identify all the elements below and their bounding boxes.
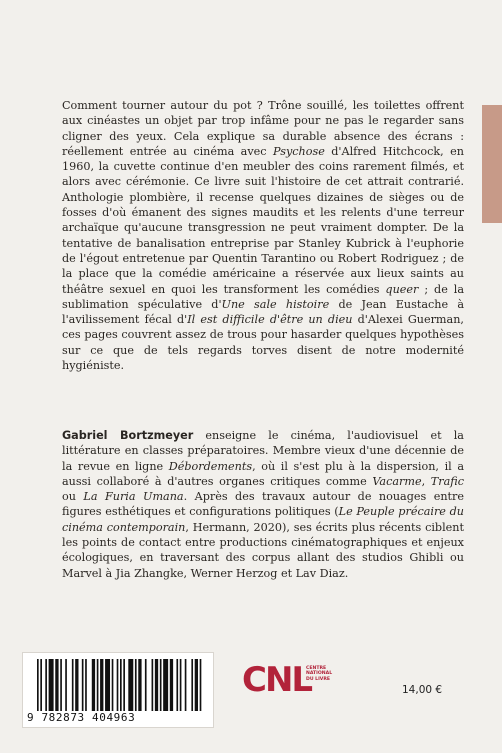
bio-part: , Hermann, 2020), ses écrits plus récents ciblent les points de contact entre productions cinématographiques et enjeux écologiques, en traversant des corpus allant des studios Ghibli ou Marvel à Jia Zhangke, Werner Herzog et Lav Diaz.	[62, 520, 464, 580]
bio-separator: ,	[421, 474, 431, 488]
bio-part: . Après des travaux autour de nouages entre figures esthétiques et configurations politiques (	[62, 490, 465, 519]
barcode-bar	[97, 659, 99, 711]
publication-title: La Furia Umana	[83, 490, 184, 504]
blurb-part: ; de la sublimation spéculative d'	[62, 282, 464, 311]
barcode-bar	[40, 659, 42, 711]
barcode	[22, 652, 214, 728]
barcode-bar	[45, 659, 47, 711]
isbn-number: 9 782873 404963	[27, 711, 136, 724]
barcode-bar	[138, 659, 141, 711]
book-title: Le Peuple précaire du cinéma contemporain	[62, 505, 464, 534]
bio-separator: ou	[62, 490, 84, 504]
barcode-bar	[200, 659, 202, 711]
barcode-bar	[100, 659, 103, 711]
barcode-bar	[75, 659, 78, 711]
barcode-bar	[55, 659, 58, 711]
barcode-bar	[163, 659, 168, 711]
cnl-logo-subtitle	[306, 666, 332, 682]
cnl-logo-text: CNL	[242, 660, 312, 700]
barcode-bar	[145, 659, 147, 711]
blurb-part: Comment tourner autour du pot ? Trône souillé, les toilettes offrent aux cinéastes un objet par trop infâme pour ne pas le regarder sans cligner des yeux. Cela explique sa durable absence des écrans : réellement entrée au cinéma avec	[62, 99, 464, 158]
barcode-bar	[191, 659, 193, 711]
barcode-bar	[123, 659, 125, 711]
price: 14,00 €	[402, 684, 443, 696]
blurb-text	[62, 98, 464, 373]
barcode-bar	[195, 659, 198, 711]
barcode-bar	[135, 659, 137, 711]
barcode-bar	[176, 659, 178, 711]
barcode-bar	[160, 659, 162, 711]
barcode-bar	[112, 659, 114, 711]
barcode-bar	[185, 659, 187, 711]
blurb-part: d'Alfred Hitchcock, en 1960, la cuvette continue d'en meubler des coins rarement filmés, et alors avec cérémonie. Ce livre suit l'histoire de cet attrait contrarié. Anthologie plombière, il recense quelques dizaines de sièges ou de fosses d'où émanent des signes maudits et les relents d'une terreur archaïque qu'aucune transgression ne peut vraiment dompter. De la tentative de banalisation entreprise par Stanley Kubrick à l'euphorie de l'égout entretenue par Quentin Tarantino ou Robert Rodriguez ; de la place que la comédie américaine a réservée aux lieux saints au théâtre sexuel en quoi les transforment les comédies	[62, 144, 464, 296]
cnl-logo	[242, 660, 338, 710]
barcode-bar	[117, 659, 119, 711]
barcode-bar	[82, 659, 84, 711]
publication-title: Vacarme	[372, 474, 422, 488]
bio-part: , où il s'est plu à la dispersion, il a aussi collaboré à d'autres organes critiques comme	[62, 459, 465, 488]
barcode-bar	[180, 659, 182, 711]
publication-title: Débordements	[168, 459, 253, 473]
italic-word: queer	[385, 282, 419, 296]
barcode-bar	[85, 659, 87, 711]
film-title: Il est difficile d'être un dieu	[187, 313, 353, 327]
barcode-bar	[105, 659, 110, 711]
color-tab	[482, 105, 502, 223]
bio-part: enseigne le cinéma, l'audiovisuel et la littérature en classes préparatoires. Membre vieux d'une décennie de la revue en ligne	[62, 429, 464, 473]
barcode-bar	[152, 659, 154, 711]
author-bio	[62, 428, 464, 581]
cnl-sub-line: NATIONAL	[306, 671, 333, 677]
cnl-sub-line: CENTRE	[306, 666, 327, 671]
cnl-sub-line: DU LIVRE	[306, 676, 331, 682]
barcode-bar	[37, 659, 39, 711]
publication-title: Trafic	[430, 474, 464, 488]
blurb-part: d'Alexei Guerman, ces pages couvrent assez de trous pour hasarder quelques hypothèses sur ce que de tels regards torves disent de notre modernité hygiéniste.	[62, 313, 464, 373]
blurb-part: de Jean Eustache à l'avilissement fécal d'	[62, 297, 465, 327]
blurb-paragraph	[62, 98, 464, 373]
bio-paragraph	[62, 428, 464, 581]
barcode-bar	[65, 659, 67, 711]
author-name: Gabriel Bortzmeyer	[62, 429, 194, 442]
barcode-bar	[170, 659, 173, 711]
barcode-bars	[37, 659, 203, 711]
barcode-bar	[155, 659, 158, 711]
barcode-bar	[60, 659, 62, 711]
barcode-bar	[128, 659, 133, 711]
barcode-bar	[49, 659, 54, 711]
barcode-bar	[92, 659, 95, 711]
film-title: Psychose	[272, 144, 325, 158]
film-title: Une sale histoire	[221, 297, 330, 311]
barcode-bar	[120, 659, 122, 711]
barcode-bar	[72, 659, 74, 711]
